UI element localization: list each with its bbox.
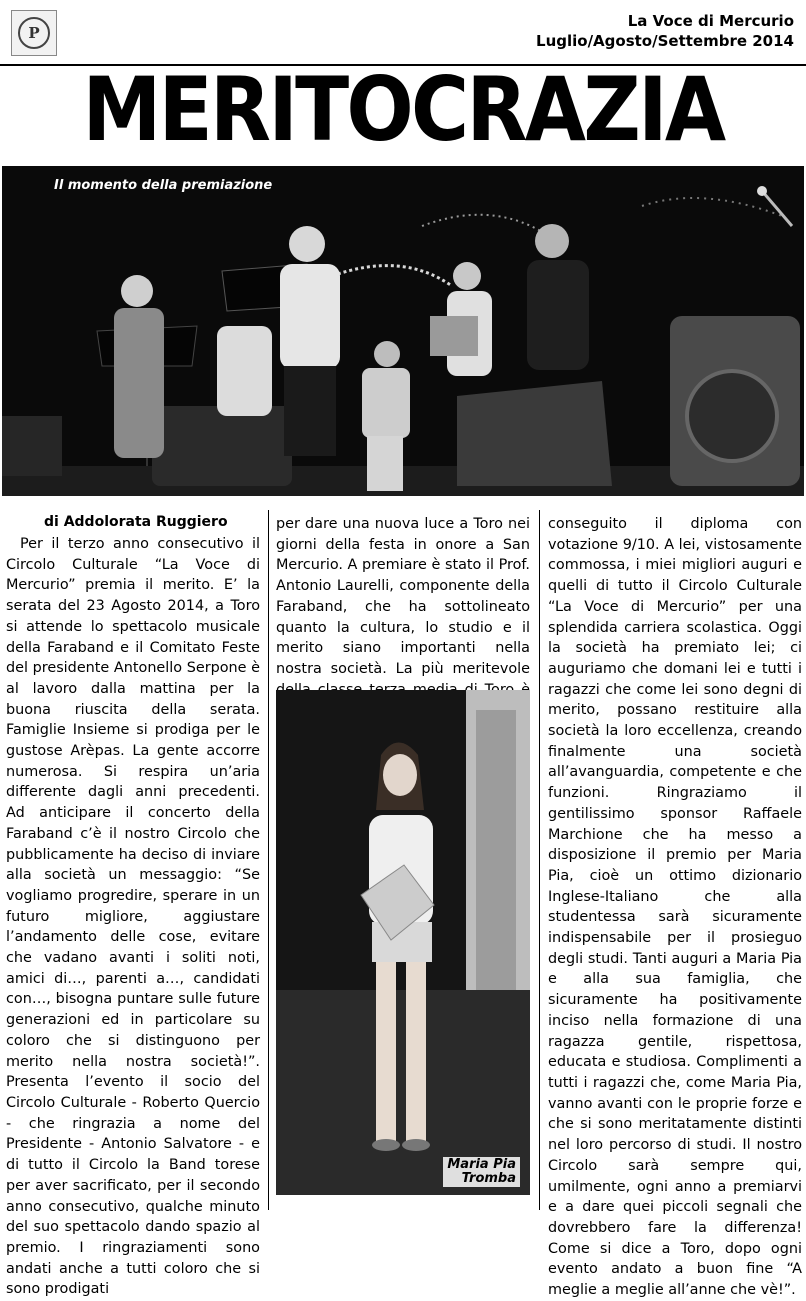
stage-scene-image: [2, 166, 804, 496]
article-byline: di Addolorata Ruggiero: [44, 514, 228, 530]
column-divider: [268, 510, 269, 1210]
student-portrait-image: [276, 690, 530, 1195]
article-headline: MERITOCRAZIA: [82, 58, 724, 161]
column-divider: [539, 510, 540, 1210]
newsletter-logo: [11, 10, 57, 56]
article-column-1: Per il terzo anno consecutivo il Circolo Culturale “La Voce di Mercurio” premia il merito. E’ la serata del 23 Agosto 2014, a Toro si attende lo spettacolo musicale della Faraband e il Comitato Feste del presidente Antonello Serpone è al lavoro dalla mattina per la buona riuscita della serata. Famiglie Insieme si prodiga per le gustose Arèpas. La gente accorre numerosa. Si respira un’aria differente dagli anni precedenti. Ad anticipare il concerto della Faraband c’è il nostro Circolo che pubblicamente ha deciso di inviare alla società un messaggio: “Se vogliamo progredire, sperare in un futuro migliore, aggiustare l’andamento delle cose, evitare che vadano avanti i soliti noti, amici di…, parenti a…, candidati con…, bisogna puntare sulle future generazioni ed in particolare su coloro che si distinguono per merito nella nostra società!”. Presenta l’evento il socio del Circolo Culturale - Roberto Quercio - che ringrazia a nome del Presidente - Antonio Salvatore - e di tutto il Circolo la Band torese per aver sacrificato, per il secondo anno consecutivo, qualche minuto del suo spettacolo dando spazio al premio. I ringraziamenti sono andati anche a tutti coloro che si sono prodigati: [6, 536, 260, 1298]
article-column-2: per dare una nuova luce a Toro nei giorni della festa in onore a San Mercurio. A premiare è stato il Prof. Antonio Laurelli, componente della Faraband, che ha sottolineato quanto la cultura, lo studio e il merito siano importanti nella nostra società. La più meritevole: [276, 516, 530, 677]
logo-emblem-icon: P: [18, 17, 50, 49]
issue-date: Luglio/Agosto/Settembre 2014: [536, 32, 794, 50]
article-column-3: conseguito il diploma con votazione 9/10. A lei, vistosamente commossa, i miei migliori auguri e quelli di tutto il Circolo Culturale “La Voce di Mercurio” per una splendida carriera scolastica. Oggi la società ha premiato lei; ci auguriamo che domani lei e tutti i ragazzi che come lei sono degni di merito, possano restituire alla società la loro eccellenza, creando finalmente una società all’avanguardia, competente e che funzioni. Ringraziamo il gentilissimo sponsor Raffaele Marchione che ha messo a disposizione il premio per Maria Pia, cioè un ottimo dizionario Inglese-Italiano che alla studentessa sarà sicuramente indispensabile per il prosieguo degli studi. Tanti auguri a Maria Pia e alla sua famiglia, che sicuramente ha positivamente inciso nella formazione di una ragazza gentile, rispettosa, educata e studiosa. Complimenti a tutti i ragazzi che, come Maria Pia, vanno avanti con le proprie forze e che si sono meritatamente distinti nel loro percorso di studi. Il nostro Circolo sarà sempre qui, umilmente, ogni anno a premiarvi e a dare quei piccoli segnali che dovrebbero fare la differenza! Come si dice a Toro, dopo ogni evento andato a buon fine “A meglie a meglie all’anne che vè!”.: [548, 516, 802, 1299]
publication-title: La Voce di Mercurio: [627, 12, 794, 30]
student-photo-caption: [443, 1157, 520, 1187]
publication-header: [536, 11, 794, 51]
student-last-name: Tromba: [461, 1171, 516, 1186]
student-photo: [276, 690, 530, 1195]
student-first-name: Maria Pia: [447, 1157, 516, 1172]
main-photo-caption: Il momento della premiazione: [54, 178, 273, 193]
award-ceremony-photo: [2, 166, 804, 496]
